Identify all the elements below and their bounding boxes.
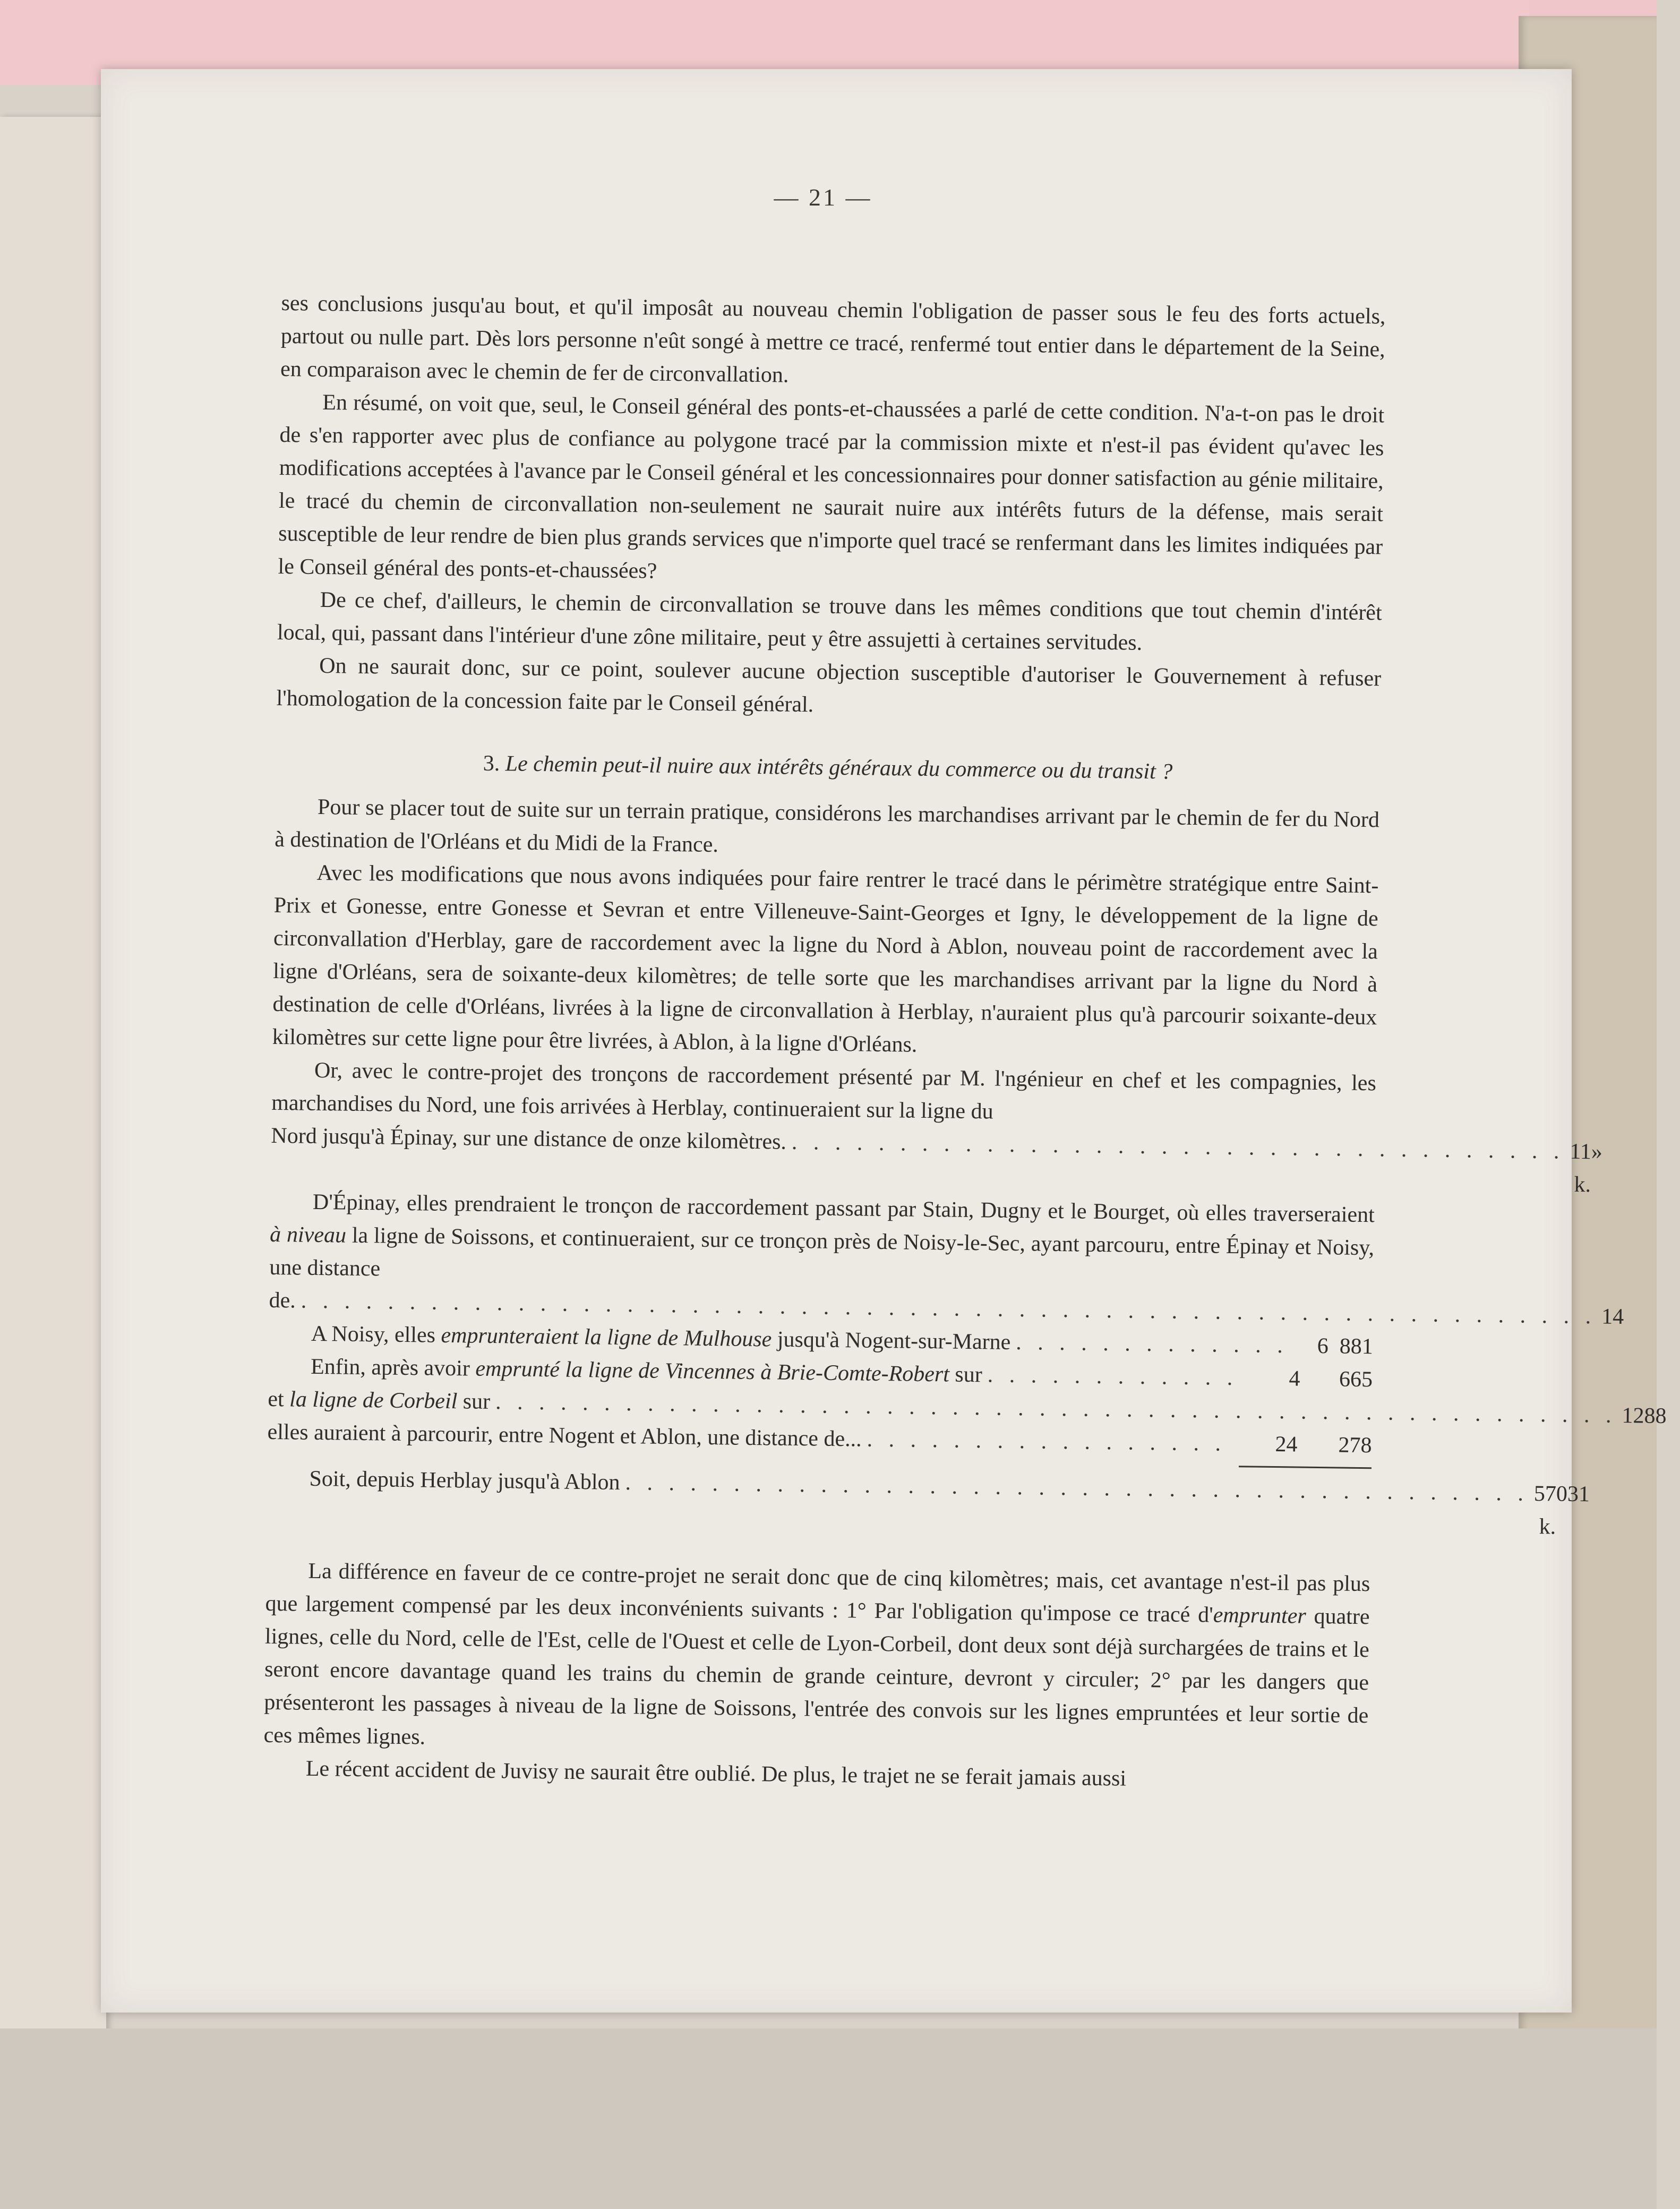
label-text: jusqu'à Nogent-sur-Marne	[777, 1327, 1011, 1355]
total-label: Soit, depuis Herblay jusqu'à Ablon	[309, 1466, 620, 1495]
distance-m: 881	[1339, 1334, 1374, 1359]
dot-leader: . . . . . . . . . . . . . . . . . . . . . . . . . . . . . . . . . . . . . . . . . . . . . . . . . . . . . . . . . . . .	[301, 1288, 1597, 1329]
paragraph-text: La différence en faveur de ce contre-projet ne serait donc que de cinq kilomètres; mais, cet avantage n'est-il pas plus que largement compensé par les deux inconvénients suivants : 1° Par l'obligation qu'impose ce tracé d'	[265, 1559, 1370, 1628]
distance-label	[268, 1383, 491, 1418]
paragraph: Or, avec le contre-projet des tronçons de raccordement présenté par M. l'ngénieur en chef et les compagnies, les marchandises du Nord, une fois arrivées à Herblay, continueraient sur la ligne du	[271, 1058, 1377, 1124]
paragraph: Le récent accident de Juvisy ne saurait être oublié. De plus, le trajet ne se ferait jamais aussi	[305, 1756, 1127, 1791]
italic-text: la ligne de Corbeil	[289, 1387, 458, 1414]
label-text: Enfin, après avoir	[310, 1354, 470, 1381]
distance-km: 24	[1275, 1432, 1298, 1457]
distance-km: 14	[1601, 1304, 1624, 1330]
distance-km: 11 k.	[1570, 1139, 1592, 1197]
underlying-sheet-bottom	[0, 2028, 1657, 2209]
distance-label: de.	[269, 1288, 296, 1313]
distance-m: »	[1591, 1140, 1603, 1165]
distance-m: 288	[1633, 1403, 1667, 1429]
dot-leader: . . . . . . . . . . . . . . . . . . . . . . . . . . . . . . . . . . . .	[791, 1129, 1565, 1164]
paragraph: En résumé, on voit que, seul, le Conseil général des ponts-et-chaussées a parlé de cette condition. N'a-t-on pas le droit de s'en rapporter avec plus de confiance au polygone tracé par la commission mixte et n'est-il pas évident qu'avec les modifications acceptées à l'avance par le Conseil général et les concessionnaires pour donner satisfaction au génie militaire, le tracé du chemin de circonvallation non-seulement ne saurait nuire aux intérêts futurs de la défense, mais serait susceptible de leur rendre de bien plus grands services que n'importe quel tracé se renfermant dans les limites indiquées par le Conseil général des ponts-et-chaussées?	[278, 390, 1385, 584]
paragraph: On ne saurait donc, sur ce point, soulever aucune objection susceptible d'autoriser le Gouvernement à refuser l'homologation de la concession faite par le Conseil général.	[276, 653, 1382, 717]
distance-km: 1	[1622, 1403, 1633, 1428]
paragraph: Pour se placer tout de suite sur un terrain pratique, considérons les marchandises arrivant par le chemin de fer du Nord à destination de l'Orléans et du Midi de la France.	[275, 794, 1380, 858]
total-km: 57 k.	[1533, 1481, 1557, 1539]
italic-text: à niveau	[269, 1222, 347, 1248]
distance-label: Nord jusqu'à Épinay, sur une distance de onze kilomètres.	[271, 1123, 787, 1154]
total-row	[266, 1462, 1590, 1541]
section-number: 3.	[483, 751, 500, 776]
dot-leader: . . . . . . . . . . . . .	[1015, 1330, 1289, 1358]
total-m: 031	[1556, 1482, 1590, 1507]
distance-label: elles auraient à parcourir, entre Nogent et Ablon, une distance de...	[267, 1419, 862, 1452]
italic-text: emprunteraient la ligne de Mulhouse	[441, 1323, 772, 1352]
paragraph	[263, 1554, 1370, 1765]
italic-text: emprunté la ligne de Vincennes à Brie-Comte-Robert	[475, 1356, 950, 1387]
underlying-sheet-left	[0, 117, 106, 2113]
distance-m: 665	[1339, 1367, 1373, 1392]
paragraph: Avec les modifications que nous avons indiquées pour faire rentrer le tracé dans le périmètre stratégique entre Saint-Prix et Gonesse, entre Gonesse et Sevran et entre Villeneuve-Saint-Georges et Igny, le développement de la ligne de circonvallation d'Herblay, gare de raccordement avec la ligne du Nord à Ablon, nouveau point de raccordement avec la ligne d'Orléans, sera de soixante-deux kilomètres; de telle sorte que les marchandises arrivant par la ligne du Nord à destination de celle d'Orléans, livrées à la ligne de circonvallation à Herblay, n'auraient plus qu'à parcourir soixante-deux kilomètres sur cette ligne pour être livrées, à Ablon, à la ligne d'Orléans.	[272, 860, 1379, 1057]
paragraph-text: la ligne de Soissons, et continueraient, sur ce tronçon près de Noisy-le-Sec, ayant parcouru, entre Épinay et Noisy, une distance	[269, 1223, 1375, 1281]
dot-leader: . . . . . . . . . . . . . . . . .	[867, 1427, 1227, 1456]
label-text: sur	[955, 1362, 983, 1388]
paragraph: De ce chef, d'ailleurs, le chemin de circonvallation se trouve dans les mêmes conditions que tout chemin d'intérêt local, qui, passant dans l'intérieur d'une zône militaire, peut y être assujetti à certaines servitudes.	[277, 587, 1382, 655]
distance-km: 6	[1317, 1333, 1329, 1359]
section-title-text: Le chemin peut-il nuire aux intérêts généraux du commerce ou du transit ?	[505, 751, 1173, 784]
paragraph	[269, 1185, 1375, 1297]
paragraph-text: quatre lignes, celle du Nord, celle de l'Est, celle de l'Ouest et celle de Lyon-Corbeil, dont deux sont déjà surchargées de trains et le seront encore davantage quand les trains du chemin de grande ceinture, devront y circuler; 2° par les dangers que présenteront les passages à niveau de la ligne de Soissons, l'entrée des convois sur les lignes empruntées et leur sortie de ces mêmes lignes.	[263, 1604, 1370, 1750]
page-body	[263, 287, 1667, 1798]
sum-rule	[1239, 1466, 1372, 1469]
label-text: A Noisy, elles	[311, 1321, 436, 1348]
dot-leader: . . . . . . . . . . . . . . . . . . . . . . . . . . . . . . . . . . . . . . . . . .	[625, 1470, 1529, 1506]
label-text: sur	[462, 1389, 491, 1414]
paragraph: ses conclusions jusqu'au bout, et qu'il imposât au nouveau chemin l'obligation de passer sous le feu des forts actuels, partout ou nulle part. Dès lors personne n'eût songé à mettre ce tracé, renfermé tout entier dans le département de la Seine, en comparaison avec le chemin de fer de circonvallation.	[280, 290, 1386, 388]
dot-leader: . . . . . . . . . . . . . . . . . . . . . . . . . . . . . . . . . . . . . . . . . . . . . . . . . . . .	[495, 1390, 1617, 1428]
distance-km: 4	[1289, 1366, 1300, 1391]
section-heading	[276, 744, 1381, 791]
page-number: — 21 —	[774, 184, 872, 211]
italic-text: emprunter	[1213, 1603, 1307, 1629]
document-page	[101, 69, 1667, 2013]
dot-leader: . . . . . . . . . . . .	[987, 1363, 1238, 1391]
distance-m: 278	[1338, 1433, 1372, 1458]
label-text: et	[268, 1386, 284, 1412]
paragraph-text: D'Épinay, elles prendraient le tronçon de raccordement passant par Stain, Dugny et le Bourget, où elles traverseraient	[312, 1189, 1375, 1228]
